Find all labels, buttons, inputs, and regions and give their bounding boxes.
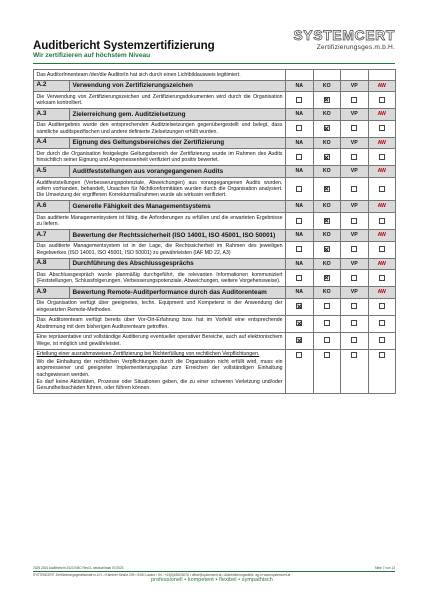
page-title: Auditbericht Systemzertifizierung [33,39,215,52]
check-cell-vp [341,120,369,137]
section-number: A.8 [34,258,70,270]
check-cell-aw [368,177,396,200]
criterion-text: Die Organisation verfügt über geeignetes, techn. Equipment und Kompetenz in der Anwendung der eingesetzten Remote-Methoden. [34,298,286,315]
checkbox-icon[interactable] [379,352,385,358]
criterion-row [34,241,396,258]
checkbox-icon[interactable] [351,154,357,160]
page-number: Seite 7 von 13 [374,566,395,570]
check-cell-na [286,120,314,137]
check-cell-vp [341,332,369,349]
column-header-vp: VP [341,229,369,241]
criterion-row [34,332,396,349]
column-header-aw: AW [368,137,396,149]
column-header-na: NA [286,258,314,270]
column-header-na: NA [286,80,314,92]
column-header-ko: KO [313,109,341,121]
section-title: Auditfeststellungen aus vorangegangenen Audits [70,166,286,178]
criterion-text: Das auditierte Managementsystem ist fähig, die Anforderungen zu erfüllen und die erwarteten Ergebnisse zu liefern. [34,212,286,229]
section-number: A.6 [34,201,70,213]
check-cell-ko [313,212,341,229]
column-header-na: NA [286,137,314,149]
checkbox-icon[interactable] [379,275,385,281]
section-title: Verwendung von Zertifizierungszeichen [70,80,286,92]
checkbox-icon[interactable] [379,125,385,131]
criterion-row [34,212,396,229]
section-header-row [34,166,396,178]
column-header-vp: VP [341,201,369,213]
checkbox-icon[interactable] [351,97,357,103]
legal-paragraph-2: Wo die Einhaltung der rechtlichen Verpflichtungen durch die Organisation nicht erfüllt wird, muss ein angemessener und geeigneter Implementierungsplan zum Erreichen der vollständigen Einhaltung nachgewiesen werden. [36,358,283,378]
checkbox-icon[interactable] [351,303,357,309]
checkbox-icon[interactable] [379,218,385,224]
legal-paragraph-1: Erteilung einer ausnahmsweisen Zertifizierung bei Nichterfüllung von rechtlichen Verpflichtungen. [36,351,260,358]
section-number: A.2 [34,80,70,92]
check-cell-na [286,332,314,349]
check-cell-na [286,177,314,200]
check-cell-ko [313,298,341,315]
check-cell-aw [368,92,396,109]
check-cell-vp [341,177,369,200]
criterion-text: Der durch die Organisation festgelegte Geltungsbereich der Zertifizierung wurde im Rahmen des Audits hinsichtlich seiner Eignung und Angemessenheit verifiziert und positiv bewertet. [34,149,286,166]
column-header-ko: KO [313,258,341,270]
checked-box-icon[interactable] [324,218,330,224]
check-cell-na [286,149,314,166]
checkbox-icon[interactable] [296,352,302,358]
checkbox-icon[interactable] [379,303,385,309]
check-cell-na [286,315,314,332]
checkbox-icon[interactable] [351,337,357,343]
column-header-ko: KO [313,287,341,299]
footer-doc-id [33,566,395,570]
checkbox-icon[interactable] [351,186,357,192]
section-number: A.5 [34,166,70,178]
footer-slogan: professionell • kompetent • flexibel • sympathisch [151,577,273,583]
checked-box-icon[interactable] [296,320,302,326]
column-header-vp: VP [341,109,369,121]
column-header-vp: VP [341,258,369,270]
check-cell-aw [368,298,396,315]
column-header-aw: AW [368,201,396,213]
column-header-na: NA [286,287,314,299]
criterion-row [34,270,396,287]
column-header-ko: KO [313,80,341,92]
company-logo [275,27,395,63]
criterion-text: Das auditierte Managementsystem ist in der Lage, die Rechtssicherheit im Rahmen des jeweiligen Regelwerkes (ISO 14001, ISO 45001, ISO 50001) zu gewährleisten (IAF MD 22, A3) [34,241,286,258]
check-cell-ko [313,349,341,394]
column-header-ko: KO [313,229,341,241]
checkbox-icon[interactable] [296,246,302,252]
check-cell-aw [368,349,396,394]
column-header-na: NA [286,166,314,178]
checked-box-icon[interactable] [324,246,330,252]
column-header-vp: VP [341,137,369,149]
check-cell-aw [368,315,396,332]
checked-box-icon[interactable] [296,303,302,309]
page-header [33,27,395,63]
section-title: Generelle Fähigkeit des Managementsystems [70,201,286,213]
intro-row [34,70,396,81]
check-cell-na [286,212,314,229]
checkbox-icon[interactable] [351,246,357,252]
intro-text: Das AuditorInnenteam /der/die AuditorIn hat sich durch einen Lichtbildausweis legitimiert. [34,70,286,81]
criterion-text: Eine repräsentative und vollständige Auditierung eventueller operativer Bereiche, auch auf elektronischem Wege, ist möglich und gewährleistet. [34,332,286,349]
column-header-vp: VP [341,80,369,92]
section-number: A.3 [34,109,70,121]
checkbox-icon[interactable] [324,337,330,343]
checkbox-icon[interactable] [379,320,385,326]
footer-doc-ref: 2025 2024 Auditbericht 2023 EMC RevCL deutsch/total 07/2023 [33,566,124,570]
check-cell-ko [313,177,341,200]
check-cell-ko [313,149,341,166]
criterion-text: Das Auditergebnis wurde den entsprechenden Auditzielsetzungen gegenübergestellt und belegt, dass sämtliche auditspezifischen und andere definierte Zielsetzungen erfüllt wurden. [34,120,286,137]
section-title: Zielerreichung gem. Auditzielsetzung [70,109,286,121]
column-header-aw: AW [368,166,396,178]
criterion-row [34,315,396,332]
check-cell-vp [341,349,369,394]
checkbox-icon[interactable] [296,218,302,224]
checkbox-icon[interactable] [379,246,385,252]
column-header-ko: KO [313,166,341,178]
checked-box-icon[interactable] [324,275,330,281]
checked-box-icon[interactable] [296,337,302,343]
section-title: Bewertung Remote-Auditperformance durch das Auditorenteam [70,287,286,299]
checkbox-icon[interactable] [296,275,302,281]
criterion-text-legal [34,349,286,394]
check-cell-vp [341,92,369,109]
checkbox-icon[interactable] [296,125,302,131]
section-header-row [34,229,396,241]
criterion-row-legal [34,349,396,394]
check-cell-ko [313,332,341,349]
section-header-row [34,80,396,92]
check-cell-aw [368,332,396,349]
column-header-aw: AW [368,109,396,121]
criterion-row [34,92,396,109]
check-cell-vp [341,149,369,166]
page-subtitle: Wir zertifizieren auf höchstem Niveau [33,52,151,59]
check-cell-na [286,92,314,109]
header-divider [33,63,395,64]
check-cell-vp [341,315,369,332]
logo-wordmark: SYSTEMCERT [293,27,395,43]
checkbox-icon[interactable] [351,125,357,131]
column-header-vp: VP [341,287,369,299]
checkbox-icon[interactable] [324,352,330,358]
check-cell-vp [341,212,369,229]
legal-paragraph-3: Es darf keine Aktivitäten, Prozesse oder Situationen geben, die zu einer schweren Verletzung und/oder Gesundheitsschäden führen, oder führen können. [36,378,283,392]
column-header-na: NA [286,229,314,241]
column-header-aw: AW [368,287,396,299]
footer-divider [33,571,395,572]
section-title: Eignung des Geltungsbereiches der Zertifizierung [70,137,286,149]
check-cell-aw [368,149,396,166]
check-cell-vp [341,270,369,287]
checkbox-icon[interactable] [379,337,385,343]
criterion-row [34,120,396,137]
check-cell-ko [313,120,341,137]
checked-box-icon[interactable] [324,97,330,103]
section-header-row [34,287,396,299]
section-header-row [34,201,396,213]
checkbox-icon[interactable] [351,352,357,358]
check-cell-aw [368,120,396,137]
criterion-text: Das Abschlussgespräch wurde planmäßig durchgeführt, die relevanten Informationen kommuniziert (Feststellungen, Schlussfolgerungen, Verbesserungspotenziale, Abweichungen, weitere Vorgehensweise). [34,270,286,287]
checkbox-icon[interactable] [379,154,385,160]
checkbox-icon[interactable] [351,320,357,326]
checked-box-icon[interactable] [324,125,330,131]
column-header-aw: AW [368,80,396,92]
check-cell-na [286,270,314,287]
checked-box-icon[interactable] [324,154,330,160]
criterion-text: Die Verwendung von Zertifizierungszeichen und Zertifizierungsdokumenten wird durch die Organisation wirksam kontrolliert. [34,92,286,109]
section-number: A.7 [34,229,70,241]
section-number: A.9 [34,287,70,299]
column-header-vp: VP [341,166,369,178]
checked-box-icon[interactable] [324,186,330,192]
check-cell-aw [368,270,396,287]
check-cell-aw [368,241,396,258]
section-header-row [34,258,396,270]
checkbox-icon[interactable] [351,218,357,224]
criterion-row [34,149,396,166]
checkbox-icon[interactable] [379,97,385,103]
check-cell-na [286,349,314,394]
check-cell-vp [341,298,369,315]
criterion-row [34,177,396,200]
check-cell-na [286,298,314,315]
check-cell-ko [313,270,341,287]
section-number: A.4 [34,137,70,149]
check-cell-ko [313,315,341,332]
column-header-ko: KO [313,137,341,149]
checkbox-icon[interactable] [324,303,330,309]
column-header-aw: AW [368,258,396,270]
checkbox-icon[interactable] [379,186,385,192]
column-header-ko: KO [313,201,341,213]
audit-table [33,69,396,394]
check-cell-ko [313,92,341,109]
criterion-text: Auditfeststellungen (Verbesserungspotenziale, Abweichungen) aus vorangegangenen Audits wurden, sofern vorhanden, behandelt, Ursachen für Nichtkonformitäten wurden durch die Organisation analysiert. Die Umsetzung der ergriffenen Korrekturmaßnahmen wurde als wirksam verifiziert. [34,177,286,200]
checkbox-icon[interactable] [296,154,302,160]
checkbox-icon[interactable] [296,186,302,192]
section-header-row [34,109,396,121]
column-header-na: NA [286,109,314,121]
criterion-text: Das Auditorenteam verfügt bereits über Vor-Ort-Erfahrung bzw. hat im Vorfeld eine entsprechende Abstimmung mit dem bisherigen Auditorenteam getroffen. [34,315,286,332]
section-title: Bewertung der Rechtssicherheit (ISO 14001, ISO 45001, ISO 50001) [70,229,286,241]
checkbox-icon[interactable] [351,275,357,281]
section-title: Durchführung des Abschlussgesprächs [70,258,286,270]
column-header-na: NA [286,201,314,213]
criterion-row [34,298,396,315]
column-header-aw: AW [368,229,396,241]
footer-address: SYSTEMCERT Zertifizierungsgesellschaft m.b.H. • Kärntner Straße 209 • 9400 Lavant • Tel.: +43(0)4352/4076 • office@systemcert.at • Akkreditierungsstelle: ag-nr www.systemcert.at [33,573,291,577]
checkbox-icon[interactable] [296,97,302,103]
check-cell-ko [313,241,341,258]
check-cell-vp [341,241,369,258]
logo-subtitle: Zertifizierungsges.m.b.H. [316,44,395,51]
check-cell-aw [368,212,396,229]
section-header-row [34,137,396,149]
check-cell-na [286,241,314,258]
checkbox-icon[interactable] [324,320,330,326]
